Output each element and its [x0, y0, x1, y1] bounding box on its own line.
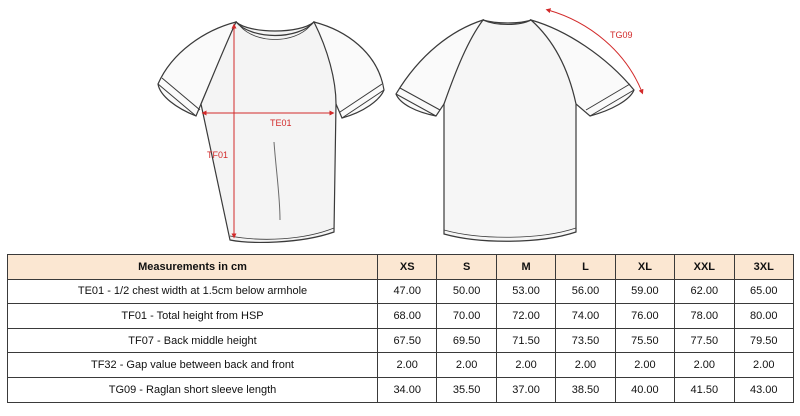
table-row [8, 279, 794, 304]
size-header-l: L [556, 255, 615, 280]
sleeve-measure-label: TG09 [610, 30, 633, 40]
table-cell: 50.00 [437, 279, 496, 304]
size-header-xxl: XXL [675, 255, 734, 280]
table-cell: 56.00 [556, 279, 615, 304]
table-cell: 2.00 [675, 353, 734, 378]
table-cell: 35.50 [437, 377, 496, 402]
front-shirt [158, 22, 384, 242]
table-cell: 34.00 [378, 377, 437, 402]
table-cell: 53.00 [496, 279, 555, 304]
table-cell: 62.00 [675, 279, 734, 304]
table-cell: 2.00 [378, 353, 437, 378]
table-cell: 69.50 [437, 328, 496, 353]
back-shirt [396, 20, 634, 241]
measurement-column-header: Measurements in cm [8, 255, 378, 280]
table-cell: 47.00 [378, 279, 437, 304]
table-cell: 67.50 [378, 328, 437, 353]
size-header-m: M [496, 255, 555, 280]
table-cell: 2.00 [615, 353, 674, 378]
table-cell: 68.00 [378, 304, 437, 329]
table-cell: 2.00 [496, 353, 555, 378]
table-row [8, 353, 794, 378]
height-measure-label: TF01 [207, 150, 229, 160]
chest-measure-label: TE01 [270, 118, 292, 128]
table-cell: 2.00 [437, 353, 496, 378]
size-header-xl: XL [615, 255, 674, 280]
size-chart-table [7, 254, 794, 403]
front-body [201, 22, 336, 242]
table-cell: 41.50 [675, 377, 734, 402]
back-body [444, 20, 576, 241]
table-row [8, 304, 794, 329]
row-label: TG09 - Raglan short sleeve length [8, 377, 378, 402]
table-cell: 65.00 [734, 279, 793, 304]
table-cell: 40.00 [615, 377, 674, 402]
row-label: TF07 - Back middle height [8, 328, 378, 353]
table-cell: 76.00 [615, 304, 674, 329]
table-cell: 2.00 [556, 353, 615, 378]
table-cell: 75.50 [615, 328, 674, 353]
table-row [8, 328, 794, 353]
size-header-3xl: 3XL [734, 255, 793, 280]
table-cell: 79.50 [734, 328, 793, 353]
table-cell: 38.50 [556, 377, 615, 402]
size-header-s: S [437, 255, 496, 280]
table-cell: 43.00 [734, 377, 793, 402]
table-cell: 80.00 [734, 304, 793, 329]
table-cell: 70.00 [437, 304, 496, 329]
table-cell: 59.00 [615, 279, 674, 304]
table-cell: 72.00 [496, 304, 555, 329]
row-label: TF01 - Total height from HSP [8, 304, 378, 329]
table-cell: 73.50 [556, 328, 615, 353]
table-cell: 74.00 [556, 304, 615, 329]
table-cell: 77.50 [675, 328, 734, 353]
table-cell: 37.00 [496, 377, 555, 402]
table-cell: 71.50 [496, 328, 555, 353]
table-header-row [8, 255, 794, 280]
row-label: TE01 - 1/2 chest width at 1.5cm below armhole [8, 279, 378, 304]
size-header-xs: XS [378, 255, 437, 280]
table-cell: 78.00 [675, 304, 734, 329]
table-row [8, 377, 794, 402]
row-label: TF32 - Gap value between back and front [8, 353, 378, 378]
table-cell: 2.00 [734, 353, 793, 378]
